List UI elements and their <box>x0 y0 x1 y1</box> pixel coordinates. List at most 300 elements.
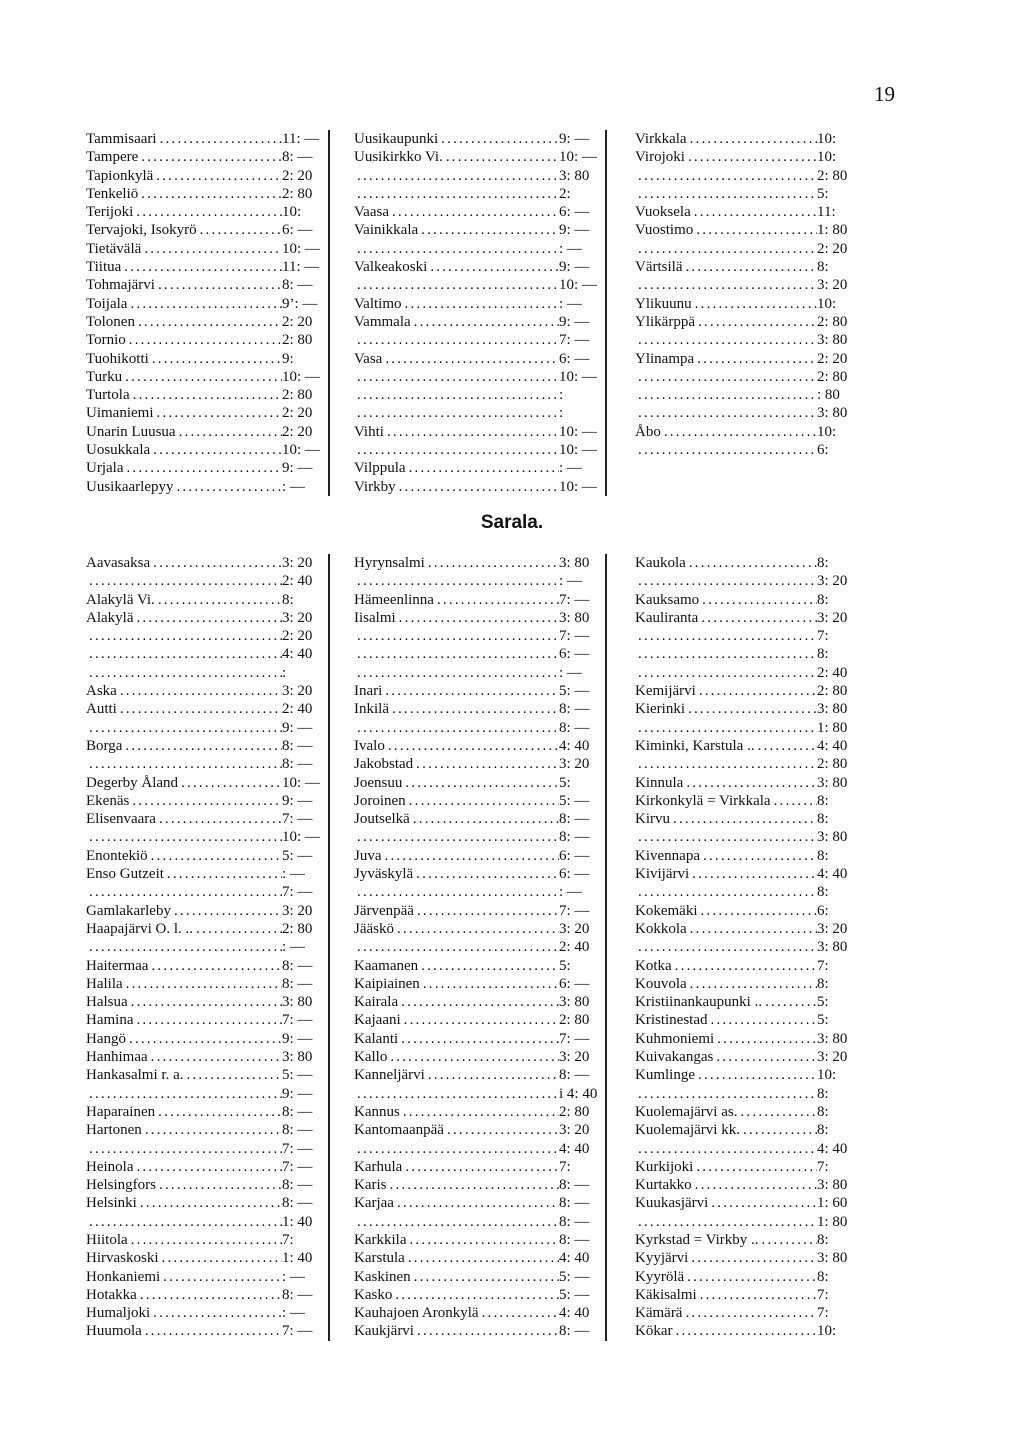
table-row <box>354 938 605 956</box>
dot-leader <box>696 682 817 700</box>
place-name: Ylikuunu <box>635 295 692 312</box>
table-row <box>635 167 863 185</box>
table-row <box>354 792 605 810</box>
table-row <box>354 1194 605 1212</box>
rate-value: 9’: — <box>282 295 318 312</box>
rate-value: 10: — <box>282 774 320 791</box>
dot-leader <box>138 148 282 166</box>
table-row <box>86 221 328 239</box>
rate-value: 6: — <box>282 222 313 239</box>
place-name: Tiitua <box>86 259 122 276</box>
place-name: Kivijärvi <box>635 866 690 883</box>
rate-value: 3: 80 <box>817 774 848 791</box>
table-row <box>354 1249 605 1267</box>
dot-leader <box>402 295 560 313</box>
dot-leader <box>670 810 817 828</box>
table-row <box>86 240 328 258</box>
place-name: Iisalmi <box>354 609 396 626</box>
rate-value: : — <box>559 884 582 901</box>
table-row <box>635 700 863 718</box>
dot-leader <box>635 627 817 645</box>
rate-value: 10: <box>817 1323 837 1340</box>
rate-value: 3: 80 <box>817 405 848 422</box>
place-name: Kaukjärvi <box>354 1323 414 1340</box>
table-row <box>86 478 328 496</box>
table-row <box>635 975 863 993</box>
table-row <box>354 240 605 258</box>
rate-value: 7: <box>817 1286 829 1303</box>
dot-leader <box>425 554 559 572</box>
table-row <box>354 554 605 572</box>
dot-leader <box>737 1103 817 1121</box>
table-row <box>635 1085 863 1103</box>
rate-value: 4: 40 <box>559 737 590 754</box>
top-column-1 <box>86 130 328 496</box>
rate-value: 3: 80 <box>559 994 590 1011</box>
table-row <box>86 185 328 203</box>
dot-leader <box>635 828 817 846</box>
rate-value: 8: <box>817 259 829 276</box>
dot-leader <box>117 682 282 700</box>
dot-leader <box>444 1121 559 1139</box>
place-name: Aska <box>86 683 117 700</box>
place-name: Kauksamo <box>635 591 700 608</box>
rate-value: 9: — <box>559 313 590 330</box>
rate-value: 3: 80 <box>817 1177 848 1194</box>
rate-value: 3: 80 <box>817 332 848 349</box>
place-name: Vuostimo <box>635 222 694 239</box>
place-name: Valtimo <box>354 295 402 312</box>
rate-value: : — <box>559 460 582 477</box>
rate-value: 8: <box>817 1122 829 1139</box>
place-name: Kairala <box>354 994 399 1011</box>
rate-value: 2: 40 <box>559 939 590 956</box>
table-row <box>635 1322 863 1340</box>
dot-leader <box>414 902 559 920</box>
place-name: Tornio <box>86 332 126 349</box>
rate-value: 8: — <box>282 1195 313 1212</box>
table-row <box>635 240 863 258</box>
table-row <box>635 258 863 276</box>
place-name: Jyväskylä <box>354 866 414 883</box>
rate-value: 2: 80 <box>282 387 313 404</box>
place-name: Borga <box>86 737 123 754</box>
rate-value: 8: — <box>282 957 313 974</box>
dot-leader <box>86 828 282 846</box>
rate-value: 7: — <box>282 884 313 901</box>
place-name: Kokemäki <box>635 902 698 919</box>
rate-value: 8: <box>817 975 829 992</box>
dot-leader <box>389 203 559 221</box>
place-name: Värtsilä <box>635 259 683 276</box>
dot-leader <box>418 221 559 239</box>
place-name: Joutselkä <box>354 811 410 828</box>
place-name: Jääskö <box>354 920 394 937</box>
table-row <box>354 572 605 590</box>
table-row <box>354 1085 605 1103</box>
place-name: Jakobstad <box>354 756 414 773</box>
dot-leader <box>691 203 817 221</box>
dot-leader <box>406 459 559 477</box>
rate-value: 5: <box>559 774 571 791</box>
place-name: Kyyrölä <box>635 1268 685 1285</box>
table-row <box>635 883 863 901</box>
rate-value: 3: 20 <box>817 573 848 590</box>
table-row <box>635 792 863 810</box>
rate-value: 1: 40 <box>282 1250 313 1267</box>
table-row <box>354 130 605 148</box>
dot-leader <box>406 792 559 810</box>
dot-leader <box>138 185 282 203</box>
table-row <box>86 313 328 331</box>
rate-value: 2: 40 <box>282 701 313 718</box>
place-name: Järvenpää <box>354 902 414 919</box>
dot-leader <box>86 883 282 901</box>
place-name: Tampere <box>86 149 139 166</box>
dot-leader <box>389 700 559 718</box>
table-row <box>635 828 863 846</box>
bottom-column-1 <box>86 554 328 1341</box>
place-name: Kalanti <box>354 1030 399 1047</box>
rate-value: : — <box>559 573 582 590</box>
dot-leader <box>694 350 817 368</box>
table-row <box>86 737 328 755</box>
table-row <box>635 1030 863 1048</box>
place-name: Kristiinankaupunki .. <box>635 994 763 1011</box>
dot-leader <box>160 1268 282 1286</box>
dot-leader <box>387 1176 560 1194</box>
dot-leader <box>693 1158 817 1176</box>
rate-value: 5: — <box>282 1067 313 1084</box>
table-row <box>86 1085 328 1103</box>
place-name: Karhula <box>354 1158 403 1175</box>
dot-leader <box>137 1286 282 1304</box>
dot-leader <box>148 1048 282 1066</box>
dot-leader <box>635 441 817 459</box>
table-row <box>635 404 863 422</box>
table-row <box>354 1011 605 1029</box>
place-name: Valkeakoski <box>354 259 428 276</box>
rate-value: 10: <box>282 204 302 221</box>
dot-leader <box>708 1011 818 1029</box>
rate-value: : — <box>559 295 582 312</box>
rate-value: 3: 80 <box>817 1030 848 1047</box>
table-row <box>86 572 328 590</box>
rate-value: 2: 40 <box>282 573 313 590</box>
table-row <box>635 554 863 572</box>
place-name: Karis <box>354 1177 387 1194</box>
table-row <box>635 774 863 792</box>
dot-leader <box>401 1011 559 1029</box>
table-row <box>86 957 328 975</box>
place-name: Kasko <box>354 1286 393 1303</box>
place-name: Helsingfors <box>86 1177 156 1194</box>
dot-leader <box>398 993 559 1011</box>
rate-value: 9: — <box>282 1030 313 1047</box>
bottom-column-2 <box>328 554 605 1341</box>
place-name: Turku <box>86 368 123 385</box>
place-name: Toijala <box>86 295 128 312</box>
place-name: Ylinampa <box>635 350 695 367</box>
place-name: Kirkonkylä = Virkkala <box>635 792 771 809</box>
rate-value: 2: 20 <box>282 313 313 330</box>
place-name: Juva <box>354 847 382 864</box>
rate-value: 10: — <box>559 423 597 440</box>
rate-value: 3: 20 <box>282 555 313 571</box>
table-row <box>354 331 605 349</box>
rate-value: 5: — <box>559 792 590 809</box>
place-name: Tervajoki, Isokyrö <box>86 222 197 239</box>
place-name: Humaljoki <box>86 1305 151 1322</box>
table-row <box>354 221 605 239</box>
dot-leader <box>687 920 817 938</box>
place-name: Uusikaupunki <box>354 131 439 147</box>
table-row <box>354 441 605 459</box>
place-name: Kyrkstad = Virkby .. <box>635 1231 759 1248</box>
dot-leader <box>635 368 817 386</box>
rate-value: 7: — <box>282 1323 313 1340</box>
dot-leader <box>122 737 282 755</box>
rate-value: 8: — <box>282 1103 313 1120</box>
top-column-2 <box>328 130 605 496</box>
dot-leader <box>693 221 817 239</box>
table-row <box>354 682 605 700</box>
dot-leader <box>635 755 817 773</box>
table-row <box>635 130 863 148</box>
place-name: Kuolemajärvi as. <box>635 1103 738 1120</box>
place-name: Autti <box>86 701 117 718</box>
place-name: Hämeenlinna <box>354 591 434 608</box>
rate-value: 7: <box>559 1158 571 1175</box>
dot-leader <box>117 700 282 718</box>
table-row <box>354 368 605 386</box>
table-row <box>635 1176 863 1194</box>
top-rate-table <box>86 130 864 496</box>
dot-leader <box>661 423 817 441</box>
table-row <box>86 258 328 276</box>
dot-leader <box>406 1231 559 1249</box>
rate-value: 8: — <box>559 719 590 736</box>
table-row <box>354 1213 605 1231</box>
table-row <box>635 1011 863 1029</box>
rate-value: 8: <box>817 1085 829 1102</box>
rate-value: i 4: 40 <box>559 1085 598 1102</box>
rate-value: 2: 80 <box>817 368 848 385</box>
rate-value: 4: 40 <box>282 646 313 663</box>
place-name: Kämärä <box>635 1305 683 1322</box>
rate-value: 11: — <box>282 259 320 276</box>
table-row <box>86 645 328 663</box>
dot-leader <box>762 993 817 1011</box>
dot-leader <box>130 386 282 404</box>
rate-value: 9: <box>282 350 294 367</box>
place-name: Aavasaksa <box>86 555 151 571</box>
rate-value: 8: <box>817 847 829 864</box>
rate-value: 7: — <box>282 811 313 828</box>
rate-value: 8: — <box>282 1286 313 1303</box>
dot-leader <box>354 645 559 663</box>
rate-value: 3: 20 <box>559 1049 590 1066</box>
table-row <box>86 1158 328 1176</box>
rate-value: 3: 80 <box>817 939 848 956</box>
place-name: Hotakka <box>86 1286 137 1303</box>
place-name: Kyyjärvi <box>635 1250 689 1267</box>
dot-leader <box>635 167 817 185</box>
table-row <box>86 459 328 477</box>
table-row <box>86 441 328 459</box>
dot-leader <box>688 1249 817 1267</box>
place-name: Karstula <box>354 1250 405 1267</box>
table-row <box>86 1048 328 1066</box>
rate-value: 6: — <box>559 847 590 864</box>
table-row <box>86 719 328 737</box>
rate-value: 10: — <box>282 368 320 385</box>
dot-leader <box>86 1213 282 1231</box>
rate-value: 3: 20 <box>282 609 313 626</box>
dot-leader <box>382 682 559 700</box>
place-name: Tuohikotti <box>86 350 149 367</box>
place-name: Huumola <box>86 1323 142 1340</box>
rate-value: 11: <box>817 204 836 221</box>
table-row <box>635 737 863 755</box>
table-row <box>635 902 863 920</box>
table-row <box>354 957 605 975</box>
dot-leader <box>155 276 282 294</box>
table-row <box>86 627 328 645</box>
table-row <box>354 1048 605 1066</box>
rate-value: 10: <box>817 423 837 440</box>
place-name: Kinnula <box>635 774 684 791</box>
dot-leader <box>692 1176 817 1194</box>
dot-leader <box>394 920 559 938</box>
table-row <box>86 920 328 938</box>
rate-value: 8: — <box>559 1177 590 1194</box>
rate-value: 8: <box>817 884 829 901</box>
rate-value: 3: 20 <box>559 756 590 773</box>
table-row <box>86 755 328 773</box>
dot-leader <box>410 810 559 828</box>
dot-leader <box>354 240 559 258</box>
table-row <box>354 1066 605 1084</box>
dot-leader <box>387 1048 559 1066</box>
dot-leader <box>126 331 282 349</box>
rate-value: 7: — <box>282 1158 313 1175</box>
section-title: Sarala. <box>480 512 544 533</box>
dot-leader <box>673 1322 818 1340</box>
table-row <box>354 700 605 718</box>
rate-value: 4: 40 <box>559 1305 590 1322</box>
rate-value: 10: — <box>559 149 597 166</box>
rate-value: 8: — <box>282 1122 313 1139</box>
top-column-3 <box>605 130 863 496</box>
rate-value: : — <box>282 866 305 883</box>
place-name: Virkby <box>354 478 396 495</box>
rate-value: 4: 40 <box>559 1140 590 1157</box>
dot-leader <box>142 1322 282 1340</box>
dot-leader <box>178 774 282 792</box>
place-name: Inari <box>354 683 383 700</box>
rate-value: 9: — <box>282 1085 313 1102</box>
table-row <box>86 276 328 294</box>
dot-leader <box>425 1066 559 1084</box>
table-row <box>86 386 328 404</box>
table-row <box>635 350 863 368</box>
rate-value: 2: 80 <box>817 313 848 330</box>
dot-leader <box>695 313 817 331</box>
rate-value: : <box>559 405 564 422</box>
rate-value: 6: — <box>559 350 590 367</box>
rate-value: 10: — <box>559 368 597 385</box>
dot-leader <box>86 719 282 737</box>
table-row <box>635 1158 863 1176</box>
table-row <box>86 350 328 368</box>
dot-leader <box>126 1030 282 1048</box>
dot-leader <box>695 1066 817 1084</box>
table-row <box>635 331 863 349</box>
table-row <box>354 459 605 477</box>
place-name: Kirvu <box>635 811 670 828</box>
table-row <box>354 645 605 663</box>
rate-value: 3: 20 <box>817 277 848 294</box>
dot-leader <box>123 975 282 993</box>
rate-value: 2: 80 <box>282 185 313 202</box>
table-row <box>86 902 328 920</box>
dot-leader <box>86 938 282 956</box>
table-row <box>635 441 863 459</box>
table-row <box>635 920 863 938</box>
table-row <box>354 313 605 331</box>
table-row <box>354 1030 605 1048</box>
place-name: Kuhmoniemi <box>635 1030 715 1047</box>
dot-leader <box>434 591 559 609</box>
place-name: Alakylä Vi. <box>86 591 155 608</box>
table-row <box>354 167 605 185</box>
table-row <box>635 386 863 404</box>
place-name: Joensuu <box>354 774 403 791</box>
place-name: Virkkala <box>635 131 687 147</box>
dot-leader <box>411 1268 559 1286</box>
rate-value: 8: <box>817 1231 829 1248</box>
dot-leader <box>133 609 282 627</box>
table-row <box>86 810 328 828</box>
dot-leader <box>154 404 283 422</box>
place-name: Kiminki, Karstula .. <box>635 737 755 754</box>
place-name: Hiitola <box>86 1231 128 1248</box>
place-name: Kajaani <box>354 1012 401 1029</box>
dot-leader <box>133 1011 282 1029</box>
table-row <box>86 368 328 386</box>
rate-value: 4: 40 <box>817 737 848 754</box>
rate-value: 10: — <box>282 240 320 257</box>
table-row <box>635 609 863 627</box>
place-name: Karjaa <box>354 1195 394 1212</box>
rate-value: 3: 20 <box>817 920 848 937</box>
table-row <box>86 828 328 846</box>
table-row <box>354 1304 605 1322</box>
place-name: Terijoki <box>86 204 134 221</box>
dot-leader <box>197 221 282 239</box>
place-name: Ylikärppä <box>635 313 695 330</box>
table-row <box>354 591 605 609</box>
rate-value: 3: 80 <box>559 167 590 184</box>
place-name: Urjala <box>86 460 124 477</box>
table-row <box>635 627 863 645</box>
dot-leader <box>697 902 817 920</box>
table-row <box>354 1158 605 1176</box>
dot-leader <box>354 828 559 846</box>
rate-value: : — <box>559 664 582 681</box>
table-row <box>86 682 328 700</box>
